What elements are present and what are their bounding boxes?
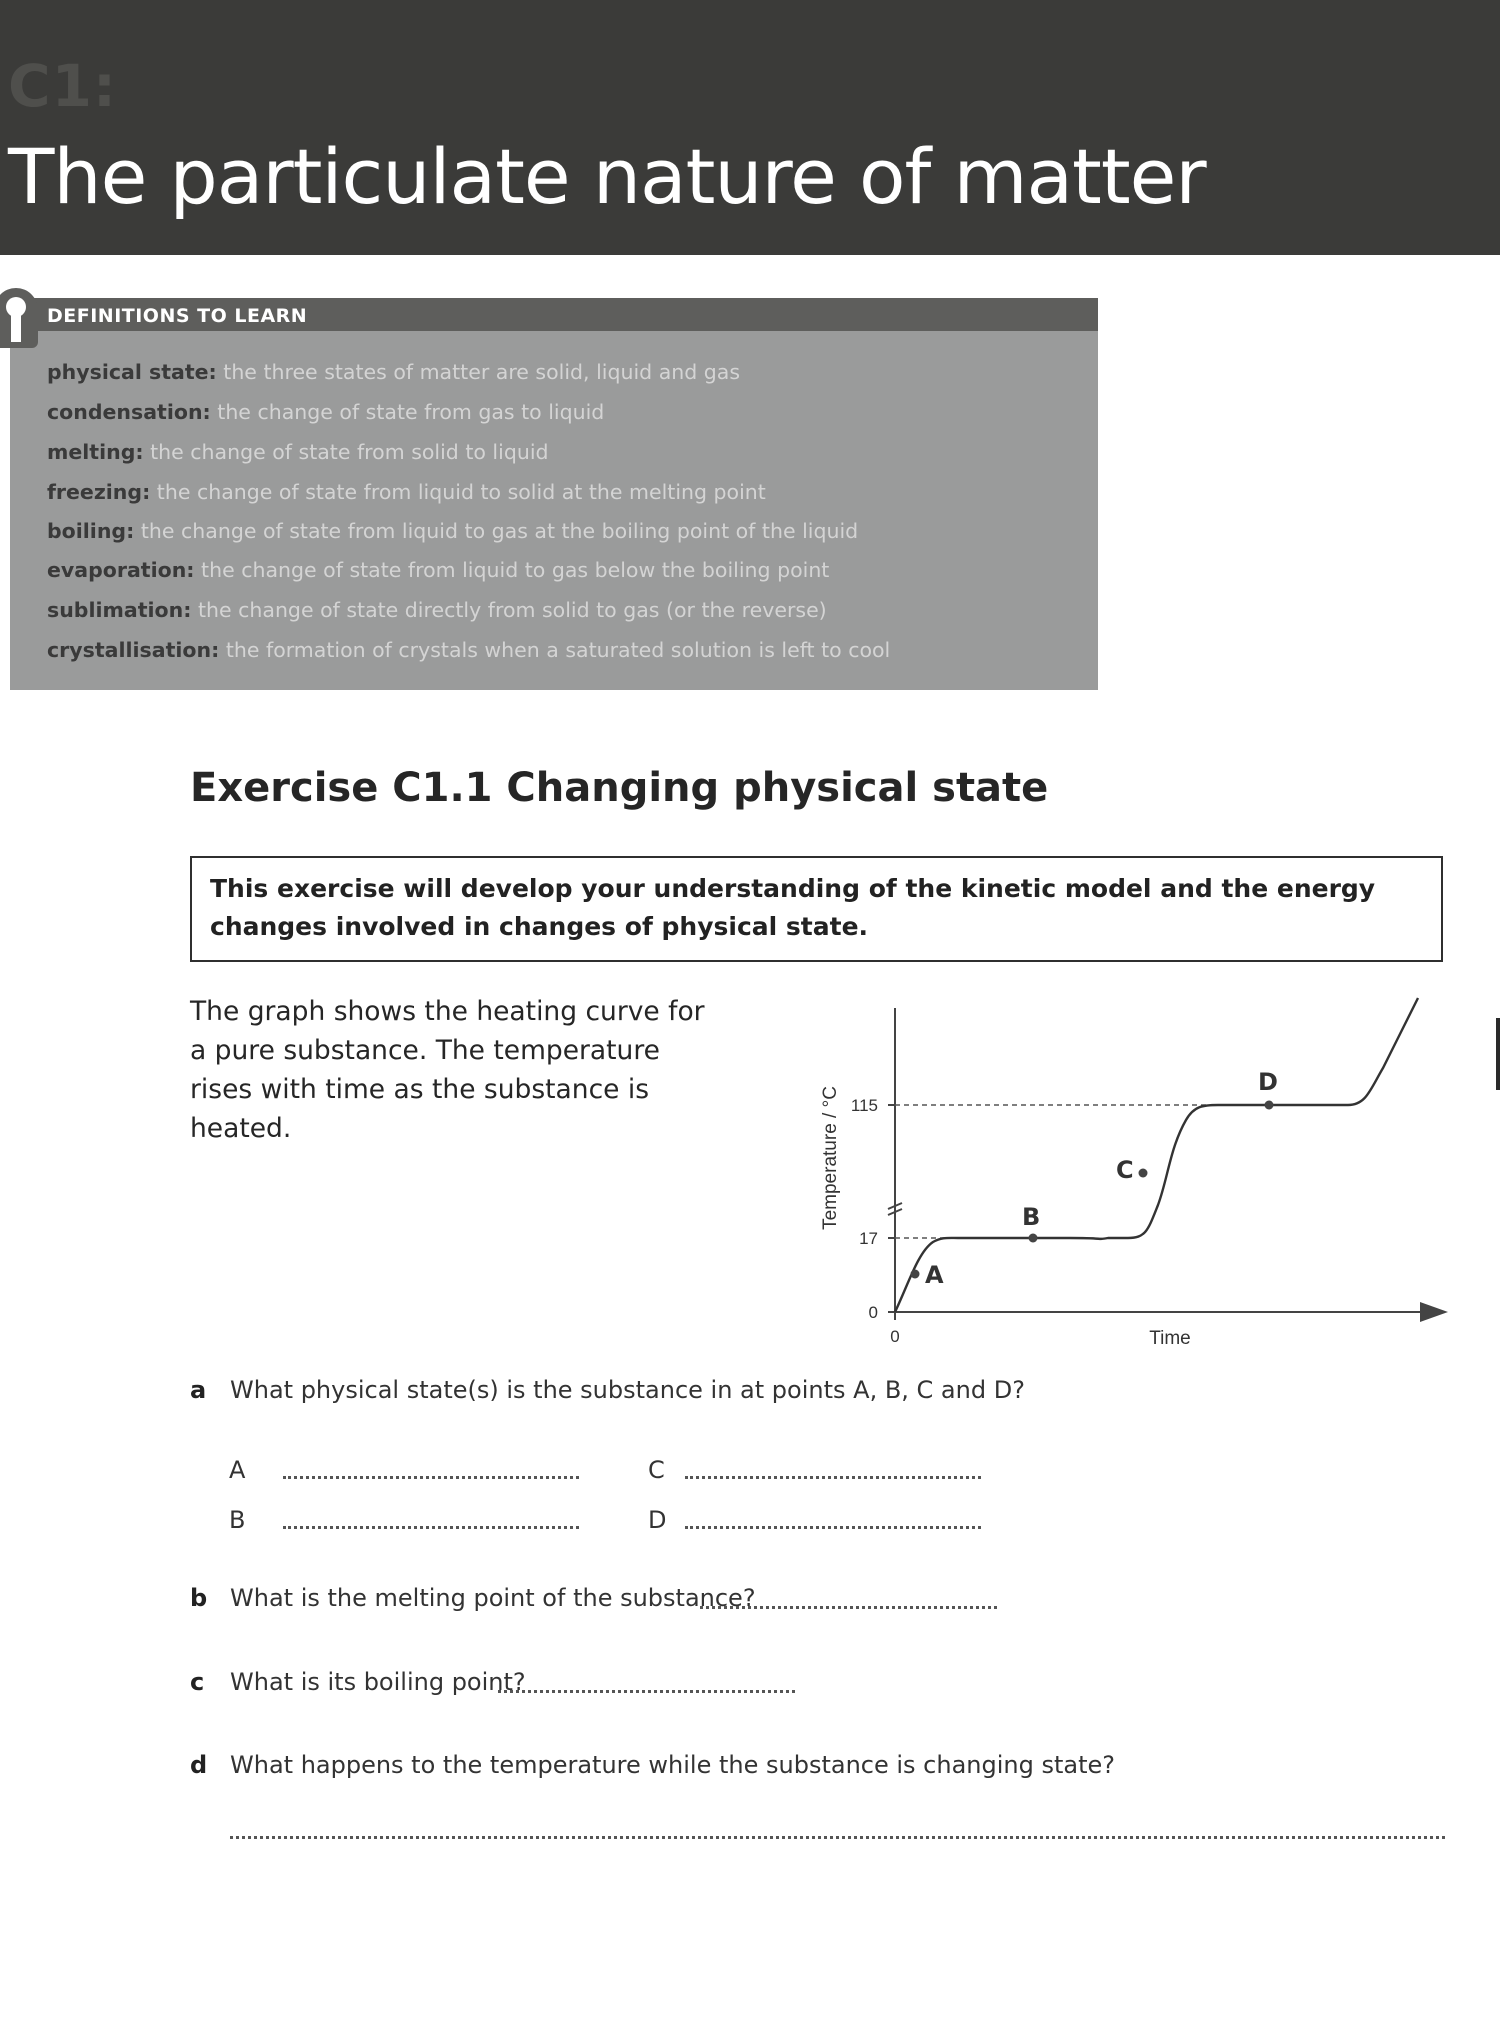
answer-boiling-point-input[interactable] xyxy=(498,1690,795,1693)
definition-term: sublimation: xyxy=(47,598,192,622)
definition-text: the change of state from liquid to gas at the boiling point of the liquid xyxy=(140,519,859,543)
definition-item xyxy=(47,634,890,666)
exercise-title: Exercise C1.1 Changing physical state xyxy=(190,765,1049,811)
point-b-label: B xyxy=(1022,1203,1041,1231)
definition-text: the formation of crystals when a saturated solution is left to cool xyxy=(225,638,891,662)
chapter-title: The particulate nature of matter xyxy=(8,132,1206,221)
definition-item xyxy=(47,356,740,388)
x-tick-label-0: 0 xyxy=(890,1327,900,1346)
definition-text: the change of state from liquid to solid at the melting point xyxy=(156,480,766,504)
definitions-heading: DEFINITIONS TO LEARN xyxy=(47,305,308,327)
question-d-letter: d xyxy=(190,1751,208,1779)
question-a-text: What physical state(s) is the substance in at points A, B, C and D? xyxy=(230,1376,1025,1404)
definition-item xyxy=(47,594,827,626)
question-c-text: What is its boiling point? xyxy=(230,1668,526,1696)
exercise-aim-text: This exercise will develop your understanding of the kinetic model and the energy changes involved in changes of physical state. xyxy=(210,874,1376,941)
definition-text: the three states of matter are solid, liquid and gas xyxy=(223,360,741,384)
point-d-label: D xyxy=(1258,1068,1278,1096)
chapter-code: C1: xyxy=(8,52,118,120)
y-tick-label-0: 0 xyxy=(868,1303,878,1322)
question-b-letter: b xyxy=(190,1584,208,1612)
answer-c-label: C xyxy=(648,1456,665,1484)
page-edge-mark xyxy=(1496,1018,1500,1090)
definition-text: the change of state from liquid to gas below the boiling point xyxy=(201,558,830,582)
keyhole-icon-slot xyxy=(11,312,21,342)
definition-term: melting: xyxy=(47,440,144,464)
y-axis-label: Temperature / °C xyxy=(820,1086,841,1230)
question-b-text: What is the melting point of the substance? xyxy=(230,1584,756,1612)
point-d-marker xyxy=(1265,1101,1274,1110)
y-tick-label-115: 115 xyxy=(850,1096,878,1115)
definition-item xyxy=(47,554,829,586)
definition-term: condensation: xyxy=(47,400,211,424)
heating-curve-chart xyxy=(808,990,1458,1370)
answer-b-input[interactable] xyxy=(283,1526,579,1529)
definition-term: evaporation: xyxy=(47,558,195,582)
definition-item xyxy=(47,476,766,508)
point-a-marker xyxy=(911,1270,920,1279)
answer-d-input[interactable] xyxy=(685,1526,981,1529)
answer-melting-point-input[interactable] xyxy=(700,1606,997,1609)
definition-text: the change of state directly from solid to gas (or the reverse) xyxy=(197,598,827,622)
question-c-letter: c xyxy=(190,1668,205,1696)
point-c-marker xyxy=(1139,1169,1148,1178)
answer-b-label: B xyxy=(229,1506,246,1534)
answer-a-input[interactable] xyxy=(283,1476,579,1479)
y-tick-label-17: 17 xyxy=(859,1229,878,1248)
definition-term: physical state: xyxy=(47,360,217,384)
definition-term: boiling: xyxy=(47,519,135,543)
exercise-aim-box xyxy=(190,856,1443,962)
definition-item xyxy=(47,396,604,428)
question-a-letter: a xyxy=(190,1376,207,1404)
point-c-label: C xyxy=(1116,1156,1134,1184)
exercise-intro: The graph shows the heating curve for a pure substance. The temperature rises with time as the substance is heated. xyxy=(190,996,705,1144)
definition-text: the change of state from gas to liquid xyxy=(217,400,605,424)
answer-c-input[interactable] xyxy=(685,1476,981,1479)
heating-curve-line xyxy=(895,998,1418,1312)
definition-text: the change of state from solid to liquid xyxy=(150,440,549,464)
question-d-text: What happens to the temperature while the substance is changing state? xyxy=(230,1751,1115,1779)
definition-term: crystallisation: xyxy=(47,638,220,662)
point-b-marker xyxy=(1029,1234,1038,1243)
definition-item xyxy=(47,515,858,547)
answer-d-label: D xyxy=(648,1506,667,1534)
point-a-label: A xyxy=(925,1261,944,1289)
answer-a-label: A xyxy=(229,1456,246,1484)
definition-item xyxy=(47,436,549,468)
answer-temperature-change-input[interactable] xyxy=(230,1836,1445,1839)
x-axis-label: Time xyxy=(1149,1328,1191,1349)
definition-term: freezing: xyxy=(47,480,151,504)
